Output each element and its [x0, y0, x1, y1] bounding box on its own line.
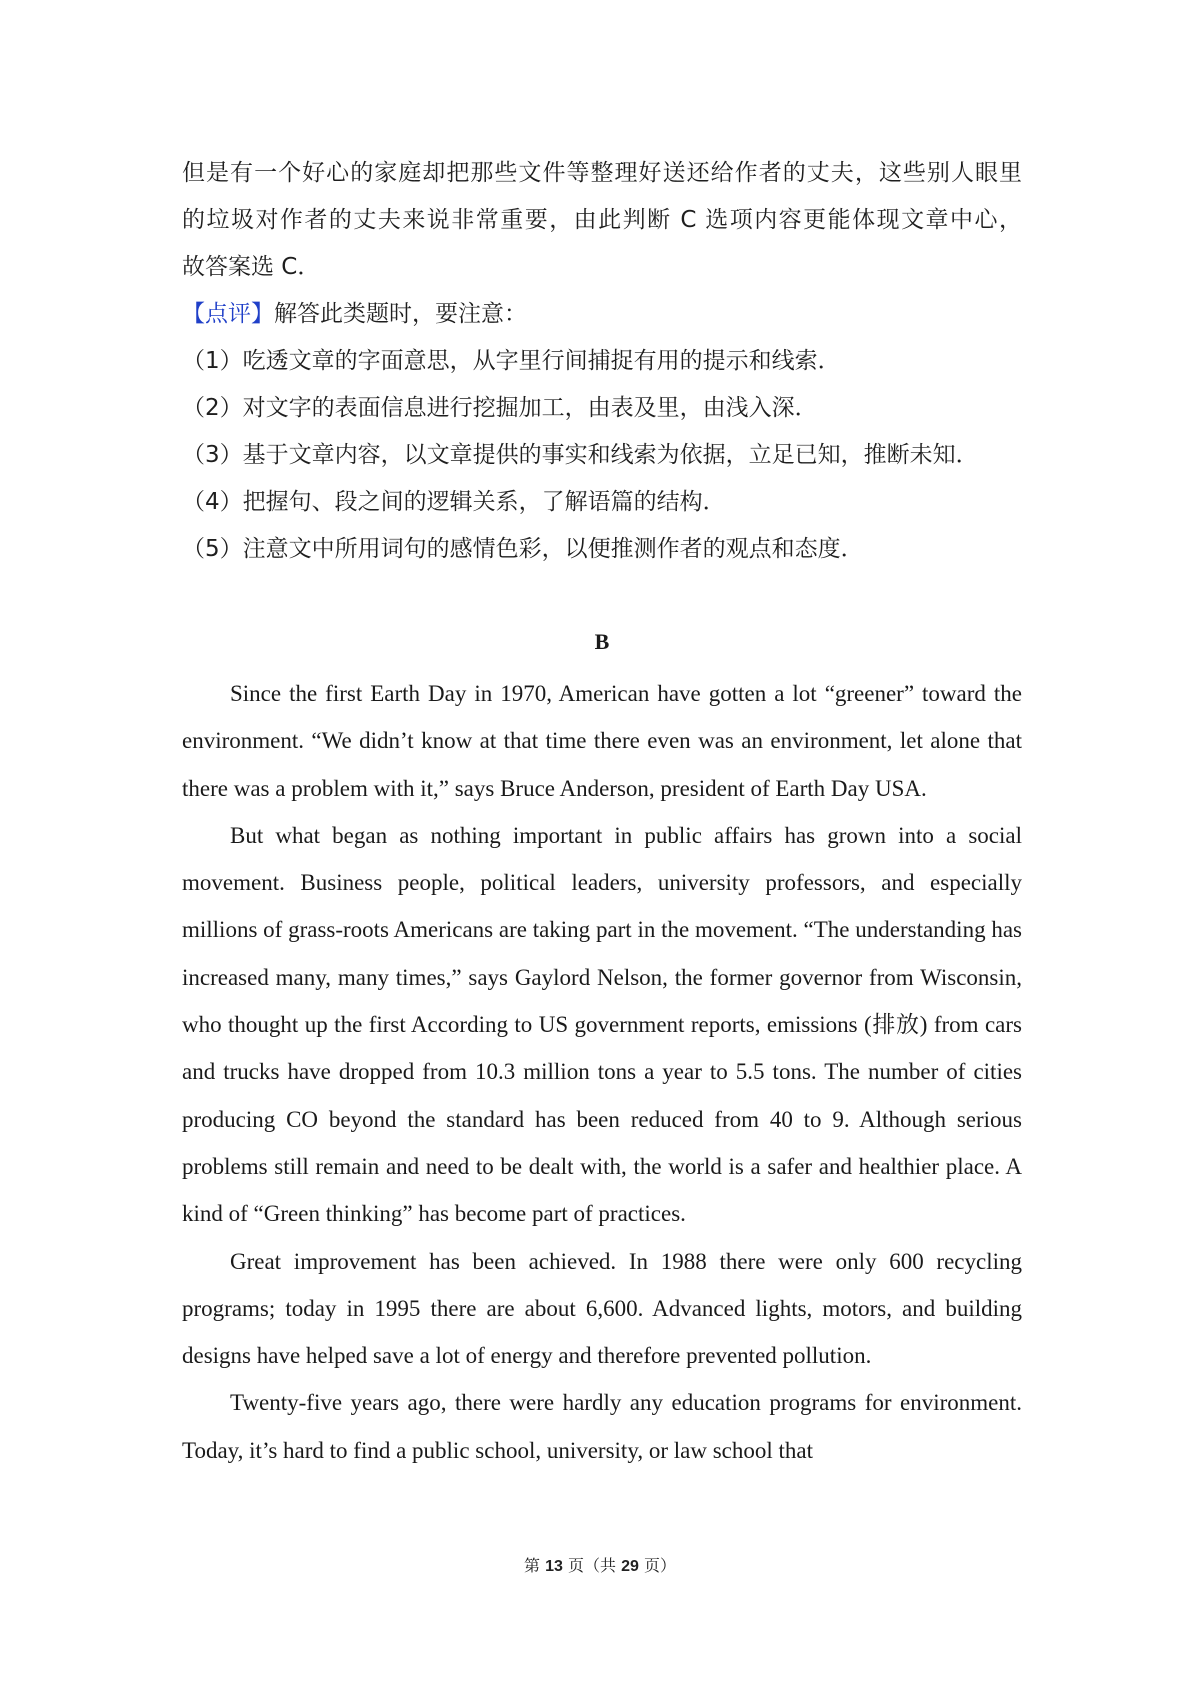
- total-pages: 29: [621, 1558, 639, 1575]
- tip-item: （3）基于文章内容，以文章提供的事实和线索为依据，立足已知，推断未知．: [182, 442, 979, 468]
- tip-item: （1）吃透文章的字面意思，从字里行间捕捉有用的提示和线索．: [182, 348, 841, 374]
- tip-item: （5）注意文中所用词句的感情色彩，以便推测作者的观点和态度．: [182, 536, 864, 562]
- footer-prefix: 第: [523, 1556, 540, 1575]
- review-text: 解答此类题时，要注意：: [274, 301, 527, 327]
- passage-paragraph: Twenty-five years ago, there were hardly any education programs for environment. Today, it’s hard to find a public school, university, or law school that: [182, 1390, 1022, 1463]
- explanation-line: 故答案选 C．: [182, 254, 321, 280]
- section-heading: B: [594, 629, 610, 654]
- reading-passage: [182, 670, 1022, 1474]
- explanation-line: 的垃圾对作者的丈夫来说非常重要，由此判断 C 选项内容更能体现文章中心，: [182, 207, 1022, 233]
- answer-explanation: [182, 150, 1022, 573]
- review-line: [182, 291, 1022, 338]
- footer-middle: 页（共: [567, 1556, 616, 1575]
- page-number: 13: [545, 1558, 563, 1575]
- footer-suffix: 页）: [643, 1556, 676, 1575]
- passage-paragraph: But what began as nothing important in public affairs has grown into a social movement. Business people, political leaders, university professors, and especially millions of grass-roots Americans are taking part in the movement. “The understanding has increased many, many times,” says Gaylord Nelson, the former governor from Wisconsin, who thought up the first According to US government reports, emissions (排放) from cars and trucks have dropped from 10.3 million tons a year to 5.5 tons. The number of cities producing CO beyond the standard has been reduced from 40 to 9. Although serious problems still remain and need to be dealt with, the world is a safer and healthier place. A kind of “Green thinking” has become part of practices.: [182, 822, 1022, 1227]
- tip-item: （2）对文字的表面信息进行挖掘加工，由表及里，由浅入深．: [182, 395, 818, 421]
- explanation-line: 但是有一个好心的家庭却把那些文件等整理好送还给作者的丈夫，这些别人眼里: [182, 160, 1022, 186]
- tip-item: （4）把握句、段之间的逻辑关系，了解语篇的结构．: [182, 489, 726, 515]
- passage-paragraph: Since the first Earth Day in 1970, American have gotten a lot “greener” toward the environment. “We didn’t know at that time there even was an environment, let alone that there was a problem with it,” says Bruce Anderson, president of Earth Day USA.: [182, 681, 1022, 801]
- page-footer: [0, 1554, 1200, 1579]
- review-tag: 【点评】: [182, 301, 274, 327]
- passage-paragraph: Great improvement has been achieved. In 1988 there were only 600 recycling programs; today in 1995 there are about 6,600. Advanced lights, motors, and building designs have helped save a lot of energy and therefore prevented pollution.: [182, 1248, 1022, 1369]
